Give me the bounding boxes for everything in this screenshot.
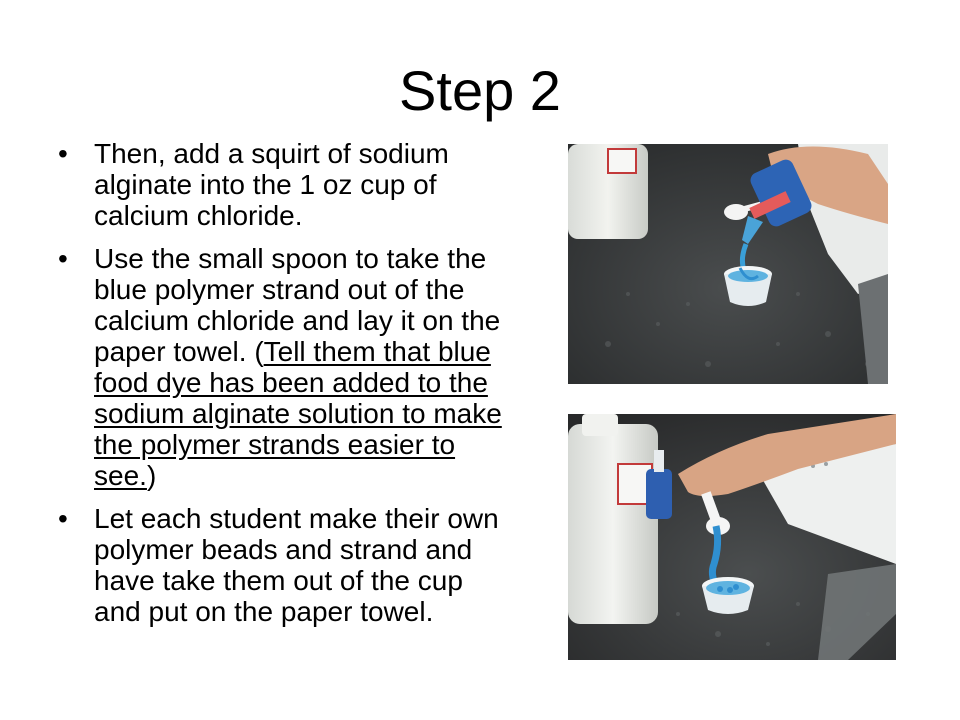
bullet-text-close: ) <box>146 460 157 491</box>
bullet-dot-icon: • <box>58 243 68 274</box>
photo-squirting-alginate-into-cup <box>568 144 888 384</box>
bullet-item <box>56 138 516 231</box>
bullet-text: Then, add a squirt of sodium alginate into the 1 oz cup of calcium chloride. <box>94 138 449 231</box>
bullet-dot-icon: • <box>58 503 68 534</box>
photo-spoon-lifting-polymer-strand <box>568 414 896 660</box>
bullet-list <box>56 138 516 639</box>
bullet-text: Use the small spoon to take the blue polymer strand out of the calcium chloride and lay it on the paper towel. ( <box>94 243 501 367</box>
bullet-underlined-note: Tell them that blue food dye has been added to the sodium alginate solution to make the polymer strands easier to see. <box>94 336 502 491</box>
bullet-item <box>56 243 516 491</box>
bullet-text: Let each student make their own polymer beads and strand and have take them out of the cup and put on the paper towel. <box>94 503 499 627</box>
bullet-dot-icon: • <box>58 138 68 169</box>
slide-title: Step 2 <box>399 59 561 122</box>
bullet-item <box>56 503 516 627</box>
